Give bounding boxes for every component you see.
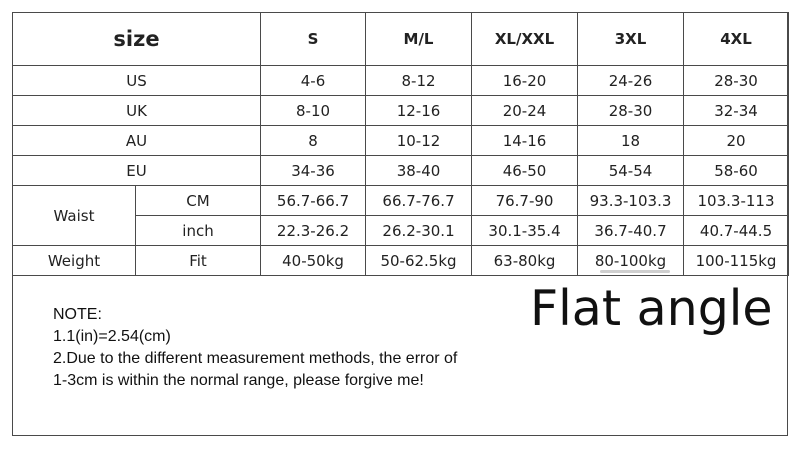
table-cell: 63-80kg [472,246,578,276]
table-cell: 24-26 [578,66,684,96]
table-cell: 93.3-103.3 [578,186,684,216]
table-row-us [13,66,789,96]
row-label: UK [13,96,261,126]
unit-label-cm: CM [136,186,261,216]
table-cell: 12-16 [366,96,472,126]
table-cell: 32-34 [684,96,789,126]
size-header-4xl: 4XL [684,13,789,66]
note-line: 1.1(in)=2.54(cm) [53,328,171,345]
table-cell: 8-10 [261,96,366,126]
table-cell: 100-115kg [684,246,789,276]
weight-label: Weight [13,246,136,276]
table-cell: 8-12 [366,66,472,96]
row-label: AU [13,126,261,156]
table-cell: 54-54 [578,156,684,186]
table-cell: 80-100kg [578,246,684,276]
note-line: 2.Due to the different measurement methods, the error of [53,350,458,367]
table-cell: 28-30 [578,96,684,126]
table-cell: 103.3-113 [684,186,789,216]
table-cell: 22.3-26.2 [261,216,366,246]
size-chart-table [12,12,789,276]
waist-label: Waist [13,186,136,246]
table-cell: 18 [578,126,684,156]
table-cell: 4-6 [261,66,366,96]
table-cell: 50-62.5kg [366,246,472,276]
table-cell: 40.7-44.5 [684,216,789,246]
note-title: NOTE: [53,306,102,323]
table-cell: 56.7-66.7 [261,186,366,216]
table-cell: 58-60 [684,156,789,186]
smudge-mark [600,270,670,273]
size-header-label: size [13,13,261,66]
header-row [13,13,789,66]
size-header-ml: M/L [366,13,472,66]
table-cell: 66.7-76.7 [366,186,472,216]
table-cell: 26.2-30.1 [366,216,472,246]
table-cell: 28-30 [684,66,789,96]
row-label: US [13,66,261,96]
table-cell: 46-50 [472,156,578,186]
table-cell: 38-40 [366,156,472,186]
table-cell: 10-12 [366,126,472,156]
table-cell: 36.7-40.7 [578,216,684,246]
table-cell: 30.1-35.4 [472,216,578,246]
table-row-eu [13,156,789,186]
size-header-xlxxl: XL/XXL [472,13,578,66]
size-header-s: S [261,13,366,66]
table-cell: 14-16 [472,126,578,156]
note-block [53,304,457,392]
table-cell: 16-20 [472,66,578,96]
table-row-uk [13,96,789,126]
note-line: 1-3cm is within the normal range, please forgive me! [53,372,424,389]
size-header-3xl: 3XL [578,13,684,66]
table-cell: 20 [684,126,789,156]
table-cell: 34-36 [261,156,366,186]
row-label: EU [13,156,261,186]
unit-label-fit: Fit [136,246,261,276]
table-cell: 20-24 [472,96,578,126]
unit-label-inch: inch [136,216,261,246]
table-cell: 40-50kg [261,246,366,276]
table-row-waist-cm [13,186,789,216]
table-row-weight [13,246,789,276]
table-row-au [13,126,789,156]
table-cell: 76.7-90 [472,186,578,216]
table-cell: 8 [261,126,366,156]
flat-angle-caption: Flat angle [530,280,773,337]
